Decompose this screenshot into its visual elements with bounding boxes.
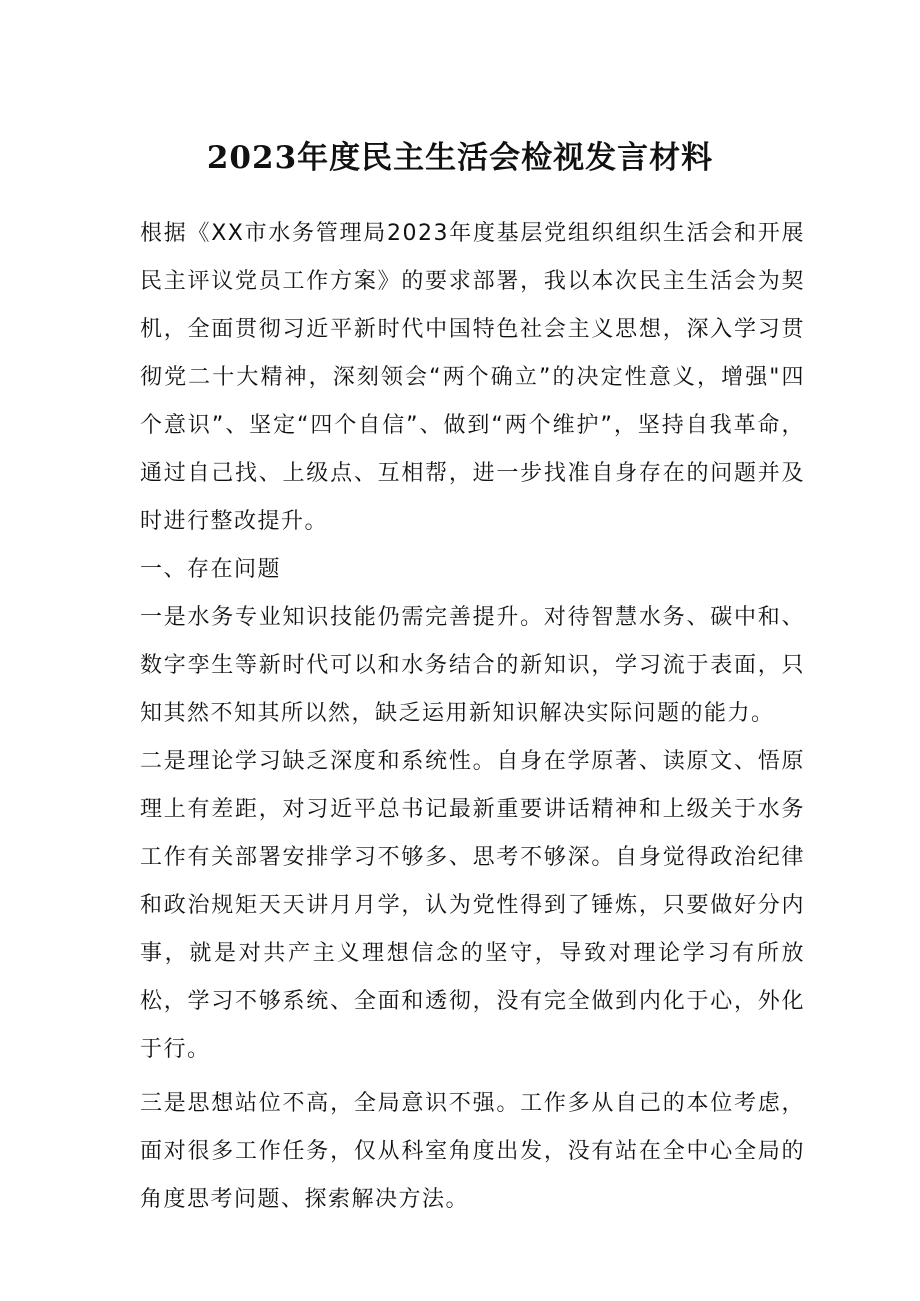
problem-paragraph-1: 一是水务专业知识技能仍需完善提升。对待智慧水务、碳中和、数字孪生等新时代可以和水务结合的新知识，学习流于表面，只知其然不知其所以然，缺乏运用新知识解决实际问题的能力。 bbox=[140, 605, 805, 726]
document-title: 2023年度民主生活会检视发言材料 bbox=[206, 140, 714, 176]
problem-paragraph-2: 二是理论学习缺乏深度和系统性。自身在学原著、读原文、悟原理上有差距，对习近平总书记最新重要讲话精神和上级关于水务工作有关部署安排学习不够多、思考不够深。自身觉得政治纪律和政治规矩天天讲月月学，认为党性得到了锤炼，只要做好分内事，就是对共产主义理想信念的坚守，导致对理论学习有所放松，学习不够系统、全面和透彻，没有完全做到内化于心，外化于行。 bbox=[140, 749, 805, 1062]
problem-paragraph-3: 三是思想站位不高，全局意识不强。工作多从自己的本位考虑，面对很多工作任务，仅从科室角度出发，没有站在全中心全局的角度思考问题、探索解决方法。 bbox=[140, 1091, 805, 1212]
intro-paragraph: 根据《XX市水务管理局2023年度基层党组织组织生活会和开展民主评议党员工作方案》的要求部署，我以本次民主生活会为契机，全面贯彻习近平新时代中国特色社会主义思想，深入学习贯彻党二十大精神，深刻领会“两个确立”的决定性意义，增强"四个意识”、坚定“四个自信”、做到“两个维护”，坚持自我革命，通过自己找、上级点、互相帮，进一步找准自身存在的问题并及时进行整改提升。 bbox=[140, 221, 805, 534]
section-heading-problems: 一、存在问题 bbox=[140, 557, 282, 582]
document-body bbox=[140, 210, 805, 1224]
